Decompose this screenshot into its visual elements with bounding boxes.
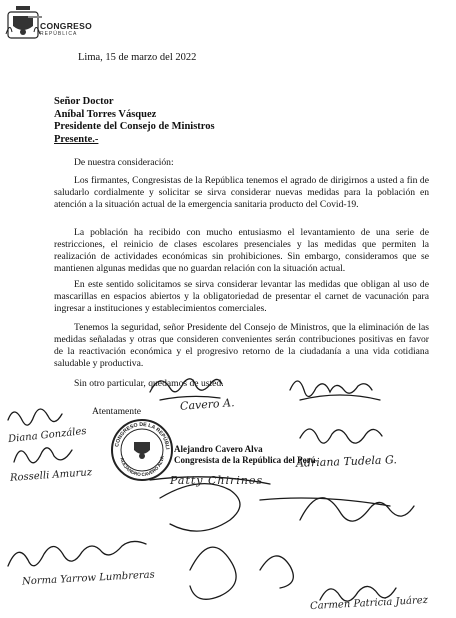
paragraph-3: En este sentido solicitamos se sirva considerar levantar las medidas que obligan al uso de mascarillas en espacios abiertos y la obligatoriedad de presentar el carnet de vacunación para ingresar a instituciones y establecimientos comerciales.: [54, 279, 429, 314]
signatory-title: Congresista de la República del Perú: [174, 455, 316, 465]
signature-name: Diana Gonzáles: [7, 425, 88, 446]
signature-name: Patty Chirinos: [170, 474, 264, 487]
signature-stroke: [300, 429, 382, 443]
paragraph-2: La población ha recibido con mucho entusiasmo el levantamiento de una serie de restricciones, el reinicio de clases escolares presenciales y las medidas que permiten la realización de actividades económicas sin prohibiciones. Sin embargo, consideramos que se mantienen algunas medidas que no guardan relación con la situación actual.: [54, 227, 429, 274]
recipient-title: Presidente del Consejo de Ministros: [54, 121, 215, 132]
signature-stroke: [14, 448, 72, 463]
signature-name: Rosselli Amuruz: [9, 467, 93, 484]
signature-stroke: [190, 547, 236, 599]
valediction: Atentamente: [92, 406, 142, 417]
signature-name: Carmen Patricia Juárez: [309, 594, 429, 613]
recipient-block: [54, 96, 215, 146]
paragraph-4: Tenemos la seguridad, señor Presidente del Consejo de Ministros, que la eliminación de las medidas señaladas y otras que consideren convenientes serán contribuciones positivas en favor de la reactivación económica y el progresivo retorno de la ciudadanía a una vida cotidiana saludable y productiva.: [54, 322, 429, 369]
signature-stroke: [8, 409, 62, 425]
institution-subtitle: REPÚBLICA: [40, 31, 78, 37]
signature-stroke: [300, 395, 380, 400]
recipient-present: Presente.-: [54, 133, 99, 145]
signature-stroke: [160, 484, 240, 532]
paragraph-1: Los firmantes, Congresistas de la República tenemos el agrado de dirigirnos a usted a fin de saludarlo cordialmente y solicitar se sirva considerar nuevas medidas para la población en atención a la situación actual de la emergencia sanitaria producto del Covid-19.: [54, 175, 429, 210]
signatory-name: Alejandro Cavero Alva: [174, 444, 263, 454]
official-seal-icon: [110, 418, 174, 482]
signature-name: Norma Yarrow Lumbreras: [21, 569, 156, 588]
signature-name: Cavero A.: [179, 396, 235, 413]
signature-stroke: [8, 541, 146, 566]
signatory-block: [174, 444, 316, 466]
signature-stroke: [290, 381, 372, 397]
closing-line: Sin otro particular, quedamos de usted.: [74, 378, 224, 389]
seal-name: ALEJANDRO CAVERO ALVA: [119, 455, 165, 478]
signature-stroke: [150, 379, 222, 392]
seal-text: CONGRESO DE LA REPÚBLI: [114, 421, 171, 450]
signature-stroke: [260, 498, 390, 506]
signature-name: Adriana Tudela G.: [295, 453, 398, 470]
divider: [28, 16, 42, 18]
recipient-name: Aníbal Torres Vásquez: [54, 108, 157, 120]
greeting: De nuestra consideración:: [74, 157, 174, 168]
recipient-salutation: Señor Doctor: [54, 96, 114, 107]
signature-stroke: [260, 556, 293, 588]
institution-name: CONGRESO: [40, 21, 92, 31]
letter-date: Lima, 15 de marzo del 2022: [78, 52, 197, 63]
